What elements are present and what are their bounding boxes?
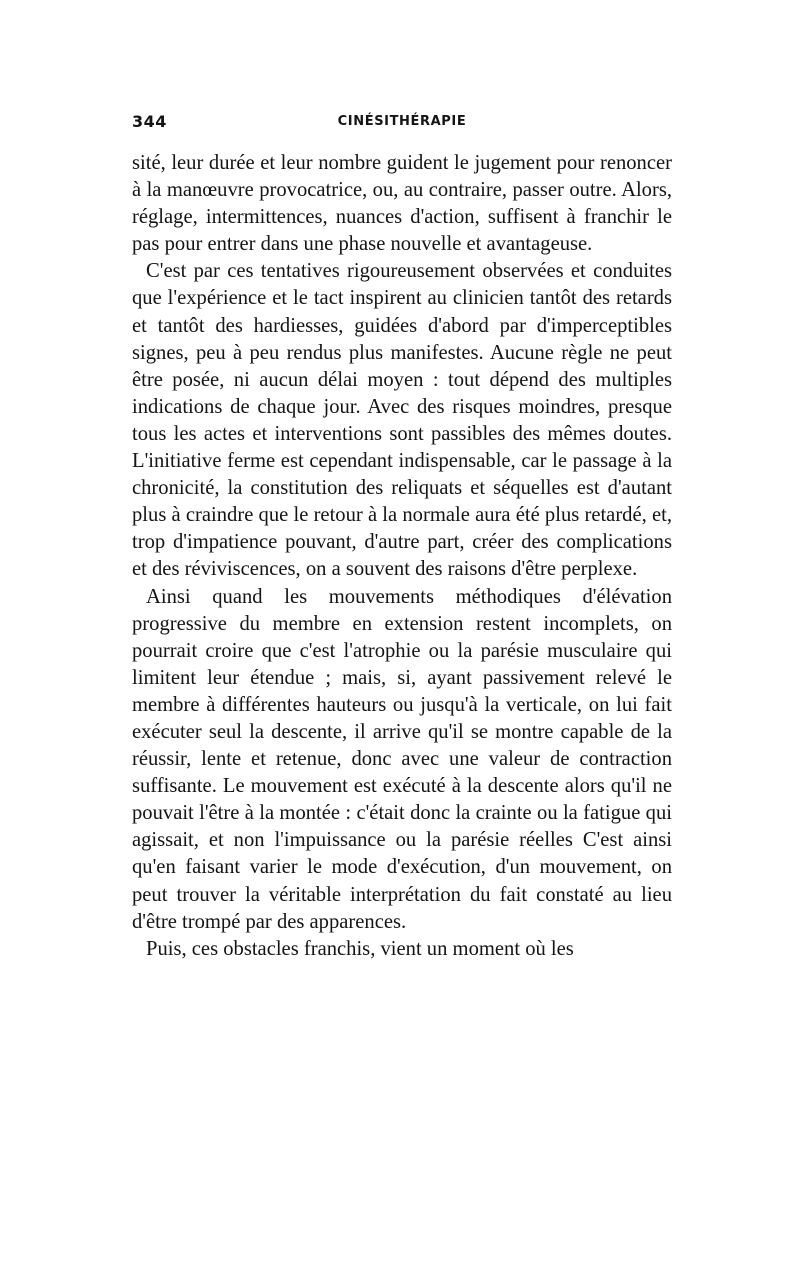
- book-page: [132, 112, 672, 963]
- running-title: CINÉSITHÉRAPIE: [337, 114, 467, 129]
- running-head: [132, 112, 672, 140]
- page-number: 344: [132, 112, 167, 131]
- paragraph-continued: sité, leur durée et leur nombre guident le jugement pour renoncer à la manœuvre provocatrice, ou, au contraire, passer outre. Alors, réglage, intermittences, nuances d'action, suffisent à franchir le pas pour entrer dans une phase nouvelle et avantageuse.: [132, 152, 672, 256]
- paragraph: Ainsi quand les mouvements méthodiques d'élévation progressive du membre en extension restent incomplets, on pourrait croire que c'est l'atrophie ou la parésie musculaire qui limitent leur étendue ; mais, si, ayant passivement relevé le membre à différentes hauteurs ou jusqu'à la verticale, on lui fait exécuter seul la descente, il arrive qu'il se montre capable de la réussir, lente et retenue, donc avec une valeur de contraction suffisante. Le mouvement est exécuté à la descente alors qu'il ne pouvait l'être à la montée : c'était donc la crainte ou la fatigue qui agissait, et non l'impuissance ou la parésie réelles C'est ainsi qu'en faisant varier le mode d'exécution, d'un mouvement, on peut trouver la véritable interprétation du fait constaté au lieu d'être trompé par des apparences.: [132, 585, 672, 933]
- paragraph: C'est par ces tentatives rigoureusement observées et conduites que l'expérience et le tact inspirent au clinicien tantôt des retards et tantôt des hardiesses, guidées d'abord par d'imperceptibles signes, peu à peu rendus plus manifestes. Aucune règle ne peut être posée, ni aucun délai moyen : tout dépend des multiples indications de chaque jour. Avec des risques moindres, presque tous les actes et interventions sont passibles des mêmes doutes. L'initiative ferme est cependant indispensable, car le passage à la chronicité, la constitution des reliquats et séquelles est d'autant plus à craindre que le retour à la normale aura été plus retardé, et, trop d'impatience pouvant, d'autre part, créer des complications et des réviviscences, on a souvent des raisons d'être perplexe.: [132, 260, 672, 581]
- body-text: [132, 150, 672, 963]
- paragraph: Puis, ces obstacles franchis, vient un moment où les: [146, 937, 574, 960]
